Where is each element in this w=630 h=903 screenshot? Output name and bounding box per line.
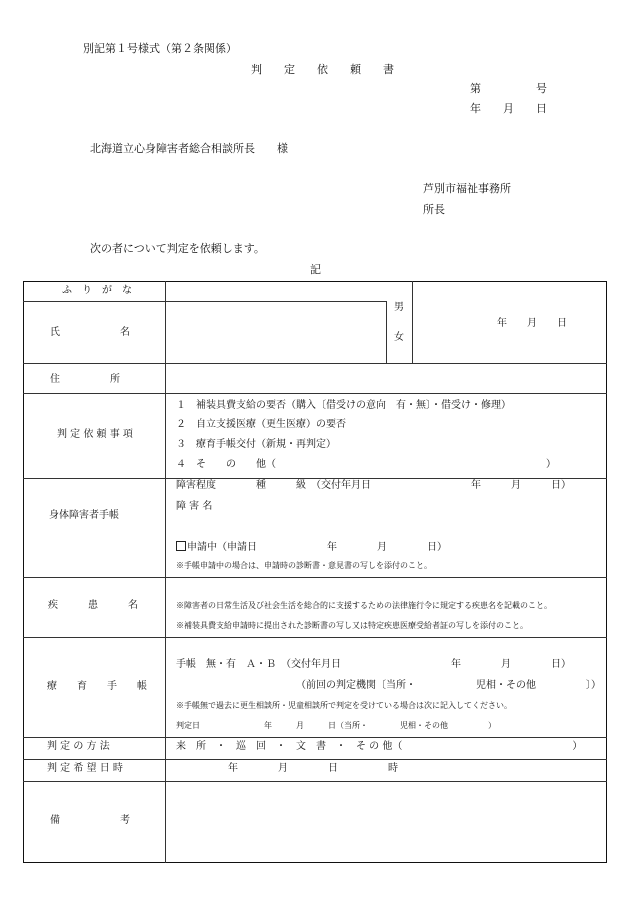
form-number: 別記第１号様式（第２条関係）	[83, 42, 237, 55]
shintai-label: 身体障害者手帳	[49, 510, 119, 521]
shintai-grade-line: 障害程度 種 級 （交付年月日 年 月 日）	[176, 480, 571, 491]
shintai-row-divider	[23, 577, 607, 578]
page-title: 判 定 依 頼 書	[251, 63, 394, 76]
ryoiku-line-1: 手帳 無・有 Ａ・Ｂ （交付年月日 年 月 日）	[176, 659, 571, 670]
address-row-divider	[23, 393, 607, 394]
furigana-row-divider	[23, 301, 387, 302]
shintai-pending-text: 申請中（申請日 年 月 日）	[187, 542, 447, 553]
disease-note-1: ※障害者の日常生活及び社会生活を総合的に支援するための法律施行令に規定する疾患名を記載のこと。	[176, 601, 552, 610]
wish-date-value: 年 月 日 時	[228, 763, 398, 774]
request-item-2: ２ 自立支援医療（更生医療）の要否	[176, 419, 346, 430]
method-label: 判 定 の 方 法	[47, 741, 110, 752]
document-date: 年 月 日	[470, 102, 547, 115]
shintai-note: ※手帳申請中の場合は、申請時の診断書・意見書の写しを添付のこと。	[176, 561, 432, 570]
request-item-3: ３ 療育手帳交付（新規・再判定）	[176, 439, 336, 450]
request-item-4: ４ そ の 他（ ）	[176, 459, 556, 470]
request-table	[23, 281, 607, 863]
sender-office: 芦別市福祉事務所	[423, 182, 511, 195]
wish-date-row-divider	[23, 781, 607, 782]
ryoiku-line-3: 判定日 年 月 日（当所・ 児相・その他 ）	[176, 721, 496, 730]
sender-title: 所長	[423, 203, 445, 216]
sex-column-right-divider	[412, 281, 413, 363]
furigana-label: ふ り が な	[62, 285, 132, 296]
request-item-1: １ 補装具費支給の要否（購入〔借受けの意向 有・無〕・借受け・修理）	[176, 400, 511, 411]
pending-checkbox[interactable]	[176, 541, 186, 551]
name-row-divider	[23, 363, 607, 364]
birth-date: 年 月 日	[497, 318, 567, 329]
shintai-pending-line	[176, 541, 447, 553]
disease-row-divider	[23, 637, 607, 638]
ryoiku-label: 療 育 手 帳	[47, 681, 147, 692]
method-options: 来 所 ・ 巡 回 ・ 文 書 ・ そ の 他（ ）	[176, 741, 583, 752]
name-label: 氏 名	[50, 327, 130, 338]
sex-column-left-divider	[386, 301, 387, 363]
addressee: 北海道立心身障害者総合相談所長 様	[90, 142, 288, 155]
request-label: 判 定 依 頼 事 項	[57, 429, 133, 440]
address-label: 住 所	[50, 374, 120, 385]
wish-date-label: 判 定 希 望 日 時	[47, 763, 123, 774]
disease-note-2: ※補装具費支給申請時に提出された診断書の写し又は特定疾患医療受給者証の写しを添付のこと。	[176, 621, 528, 630]
shintai-disability-name: 障 害 名	[176, 501, 213, 512]
sex-male[interactable]: 男	[394, 302, 404, 313]
disease-label: 疾 患 名	[48, 600, 138, 611]
request-row-divider	[23, 478, 607, 479]
remarks-label: 備 考	[50, 815, 130, 826]
ki-heading: 記	[310, 263, 321, 276]
ryoiku-line-2: （前回の判定機関〔当所・ 児相・その他 〕）	[296, 680, 601, 691]
intro-text: 次の者について判定を依頼します。	[90, 242, 265, 255]
method-row-divider	[23, 759, 607, 760]
sex-female[interactable]: 女	[394, 332, 404, 343]
ryoiku-row-divider	[23, 737, 607, 738]
document-number: 第 号	[470, 82, 547, 95]
ryoiku-note: ※手帳無で過去に更生相談所・児童相談所で判定を受けている場合は次に記入してください。	[176, 701, 512, 710]
label-column-divider	[165, 281, 166, 863]
